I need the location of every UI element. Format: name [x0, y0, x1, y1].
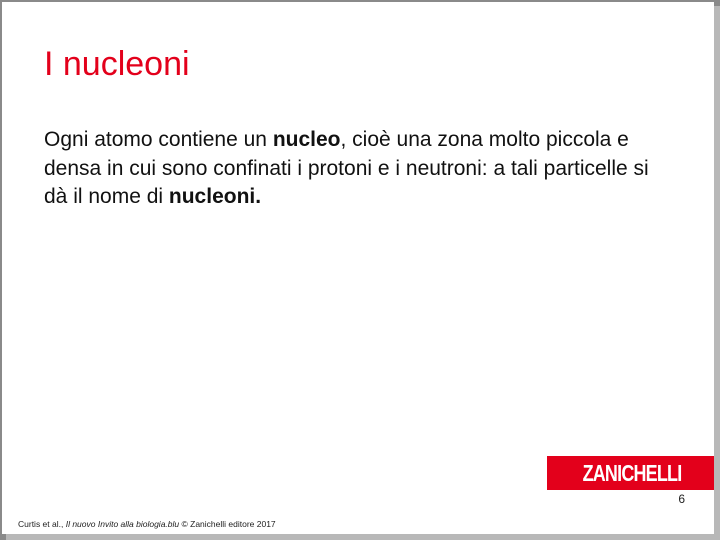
slide-body-text	[44, 126, 654, 212]
body-term-nucleo: nucleo	[272, 128, 341, 151]
zanichelli-logo	[547, 456, 717, 490]
footer-book-title: Il nuovo Invito alla biologia.blu	[65, 519, 180, 529]
footer-publisher: © Zanichelli editore 2017	[179, 519, 276, 529]
body-text-part-1: Ogni atomo contiene un	[44, 128, 273, 151]
logo-text: ZANICHELLI	[582, 460, 682, 486]
footer-credit	[18, 519, 276, 529]
footer-authors: Curtis et al.,	[18, 519, 66, 529]
slide	[2, 2, 714, 534]
body-text-part-2: , cioè una zona molto piccola e densa in cui sono confinati i protoni e i neutroni: a tali particelle si dà il nome di	[44, 128, 649, 208]
slide-title: I nucleoni	[44, 45, 190, 83]
page-number: 6	[678, 492, 685, 506]
body-term-nucleoni: nucleoni.	[168, 185, 262, 208]
slide-shadow-right	[714, 6, 720, 540]
slide-shadow-bottom	[6, 534, 720, 540]
